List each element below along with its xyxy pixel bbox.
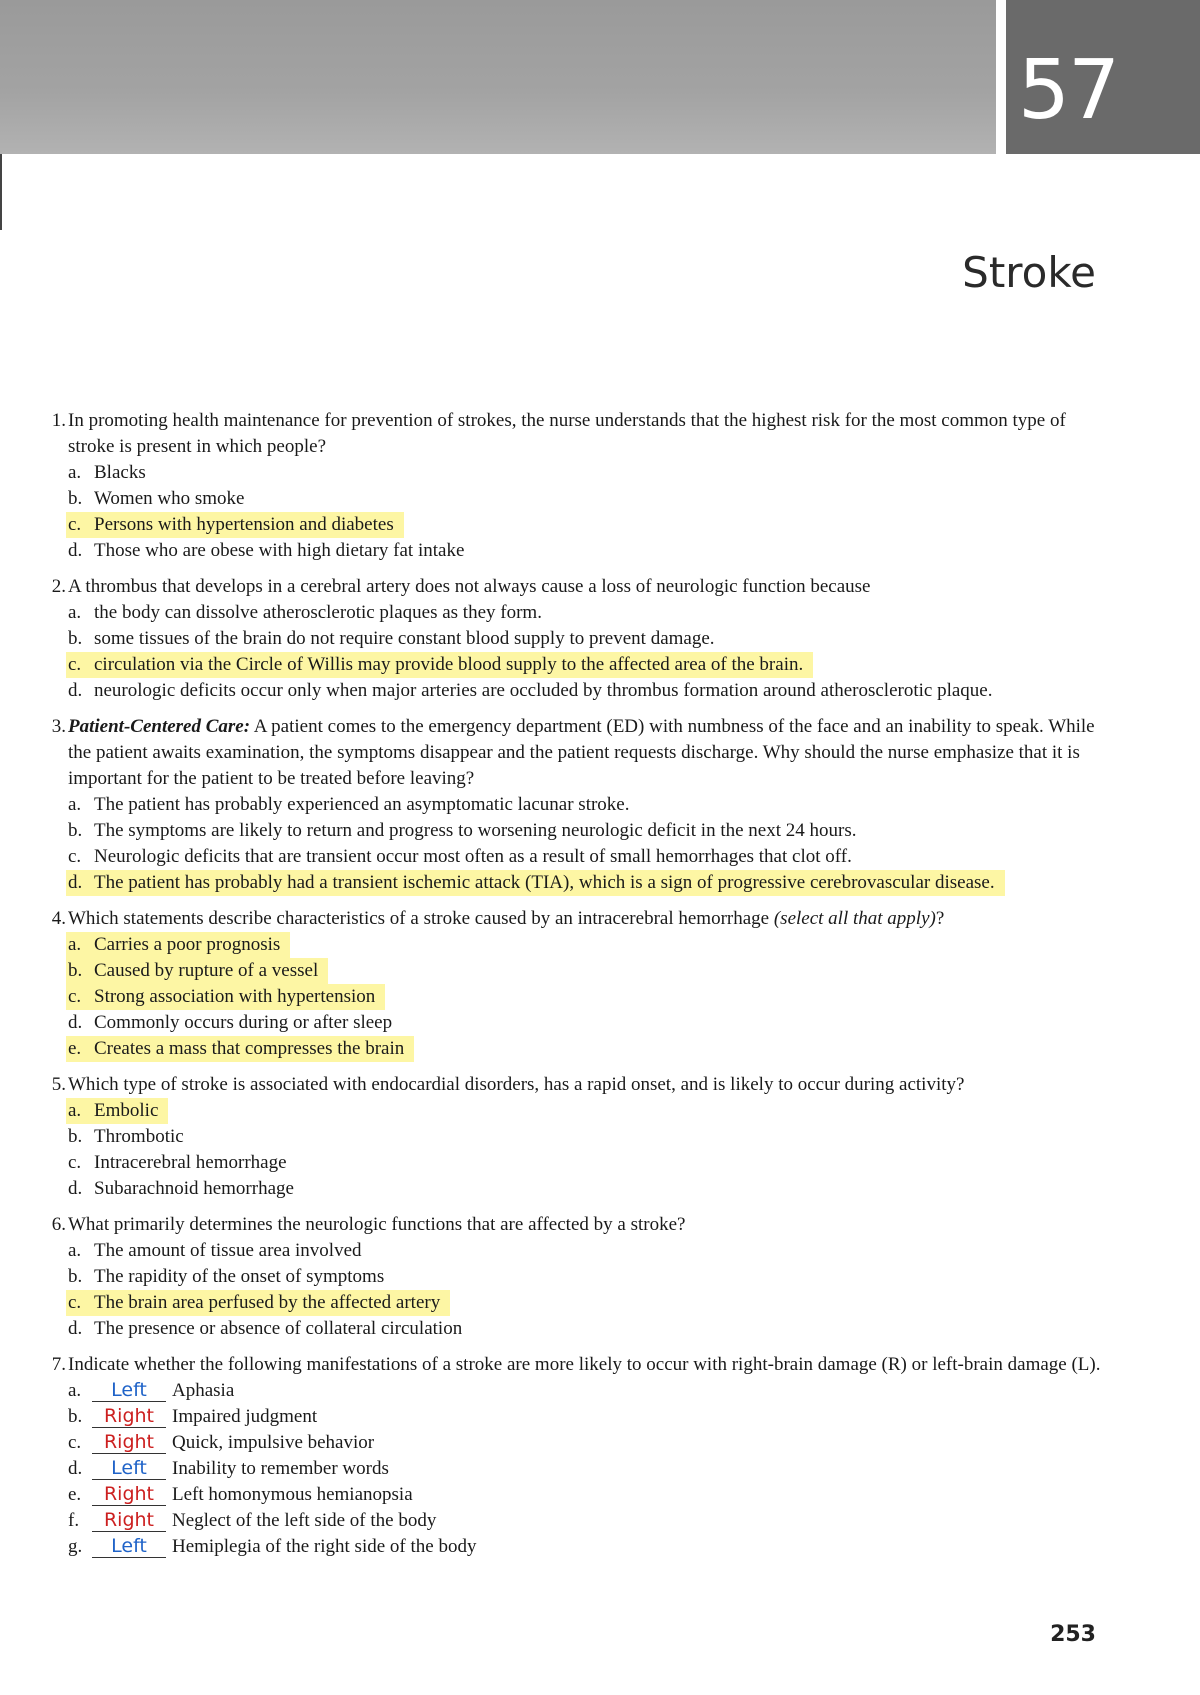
option	[66, 460, 156, 486]
option-letter: d.	[68, 540, 83, 561]
chapter-title: Stroke	[962, 248, 1096, 297]
question-stem	[68, 714, 1108, 792]
option-text: Persons with hypertension and diabetes	[94, 514, 394, 535]
option	[66, 1010, 402, 1036]
option-highlighted	[66, 1290, 450, 1316]
match-text: Hemiplegia of the right side of the body	[172, 1536, 477, 1557]
question-5	[38, 1072, 1108, 1202]
option-text: Embolic	[94, 1100, 159, 1121]
option	[66, 486, 254, 512]
question-2	[38, 574, 1108, 704]
option	[66, 818, 866, 844]
question-stem	[68, 906, 1108, 932]
option-letter: d.	[68, 872, 83, 893]
option-text: Thrombotic	[94, 1126, 184, 1147]
option-text: The brain area perfused by the affected artery	[94, 1292, 441, 1313]
match-text: Inability to remember words	[172, 1458, 389, 1479]
option-letter: a.	[68, 1100, 82, 1121]
answer-blank[interactable]: Left	[92, 1379, 166, 1402]
option-text: Creates a mass that compresses the brain	[94, 1038, 405, 1059]
option-letter: c.	[68, 986, 82, 1007]
option-letter: d.	[68, 1178, 83, 1199]
match-text: Quick, impulsive behavior	[172, 1432, 375, 1453]
option-letter: b.	[68, 1126, 83, 1147]
answer-blank[interactable]: Right	[92, 1405, 166, 1428]
option-letter: a.	[68, 1380, 82, 1401]
option-text: Subarachnoid hemorrhage	[94, 1178, 294, 1199]
option	[66, 792, 640, 818]
option-letter: a.	[68, 794, 82, 815]
option-highlighted	[66, 1036, 414, 1062]
question-stem-note: (select all that apply)	[773, 908, 936, 929]
option-text: The symptoms are likely to return and progress to worsening neurologic deficit in the next 24 hours.	[94, 820, 857, 841]
option-letter: f.	[68, 1510, 80, 1531]
option-letter: a.	[68, 934, 82, 955]
match-item	[68, 1482, 1108, 1508]
option-letter: c.	[68, 846, 82, 867]
option-text: Strong association with hypertension	[94, 986, 376, 1007]
option	[66, 538, 474, 564]
option-text: Neurologic deficits that are transient occur most often as a result of small hemorrhages that clot off.	[94, 846, 852, 867]
option-letter: a.	[68, 602, 82, 623]
option-text: The patient has probably had a transient ischemic attack (TIA), which is a sign of progressive cerebrovascular disease.	[94, 872, 995, 893]
question-1	[38, 408, 1108, 564]
match-text: Left homonymous hemianopsia	[172, 1484, 413, 1505]
option-highlighted	[66, 932, 290, 958]
option-text: some tissues of the brain do not require constant blood supply to prevent damage.	[94, 628, 715, 649]
question-stem: In promoting health maintenance for prevention of strokes, the nurse understands that the highest risk for the most common type of stroke is present in which people?	[68, 410, 1066, 457]
question-stem-text: A patient comes to the emergency department (ED) with numbness of the face and an inability to speak. While the patient awaits examination, the symptoms disappear and the patient requests discharge. Why should the nurse emphasize that it is important for the patient to be treated before leaving?	[68, 716, 1095, 789]
option-letter: b.	[68, 1406, 83, 1427]
option-text: the body can dissolve atherosclerotic plaques as they form.	[94, 602, 542, 623]
option-letter: e.	[68, 1038, 82, 1059]
option-letter: e.	[68, 1484, 82, 1505]
option-text: Commonly occurs during or after sleep	[94, 1012, 393, 1033]
option-text: circulation via the Circle of Willis may provide blood supply to the affected area of the brain.	[94, 654, 804, 675]
option	[66, 1124, 194, 1150]
option-letter: c.	[68, 514, 82, 535]
option-letter: c.	[68, 1152, 82, 1173]
option-letter: c.	[68, 1432, 82, 1453]
answer-blank[interactable]: Right	[92, 1509, 166, 1532]
answer-blank[interactable]: Left	[92, 1457, 166, 1480]
option	[66, 1316, 472, 1342]
question-number: 2.	[51, 576, 66, 597]
option	[66, 1176, 304, 1202]
option-highlighted	[66, 512, 404, 538]
option	[66, 844, 862, 870]
question-4	[38, 906, 1108, 1062]
option	[66, 600, 552, 626]
question-stem-prefix: Patient-Centered Care:	[68, 716, 251, 737]
match-text: Impaired judgment	[172, 1406, 318, 1427]
question-6	[38, 1212, 1108, 1342]
option-text: The rapidity of the onset of symptoms	[94, 1266, 385, 1287]
question-number: 5.	[51, 1074, 66, 1095]
option	[66, 1150, 297, 1176]
option-highlighted	[66, 958, 328, 984]
match-item	[68, 1404, 1108, 1430]
option-letter: c.	[68, 1292, 82, 1313]
option-letter: a.	[68, 1240, 82, 1261]
question-list	[38, 408, 1108, 1570]
option-letter: b.	[68, 960, 83, 981]
option-letter: d.	[68, 1012, 83, 1033]
option-text: The patient has probably experienced an asymptomatic lacunar stroke.	[94, 794, 630, 815]
question-stem: Which type of stroke is associated with endocardial disorders, has a rapid onset, and is likely to occur during activity?	[68, 1074, 965, 1095]
option	[66, 626, 725, 652]
option-letter: a.	[68, 462, 82, 483]
question-stem: What primarily determines the neurologic functions that are affected by a stroke?	[68, 1214, 686, 1235]
option	[66, 678, 1002, 704]
question-number: 6.	[51, 1214, 66, 1235]
question-stem-text: Which statements describe characteristics of a stroke caused by an intracerebral hemorrhage	[68, 908, 774, 929]
option-letter: b.	[68, 628, 83, 649]
option-text: Caused by rupture of a vessel	[94, 960, 319, 981]
option-letter: c.	[68, 654, 82, 675]
option	[66, 1238, 372, 1264]
option-letter: b.	[68, 488, 83, 509]
option-text: neurologic deficits occur only when major arteries are occluded by thrombus formation around atherosclerotic plaque.	[94, 680, 993, 701]
question-number: 4.	[51, 908, 66, 929]
option-highlighted	[66, 652, 813, 678]
question-number: 3.	[51, 716, 66, 737]
page-number: 253	[1050, 1622, 1096, 1647]
option-text: Women who smoke	[94, 488, 245, 509]
answer-blank[interactable]: Right	[92, 1431, 166, 1454]
option-text: Blacks	[94, 462, 146, 483]
answer-blank[interactable]: Left	[92, 1535, 166, 1558]
option-highlighted	[66, 1098, 168, 1124]
option-highlighted	[66, 870, 1005, 896]
question-stem-end: ?	[935, 908, 945, 929]
option-letter: b.	[68, 1266, 83, 1287]
match-text: Neglect of the left side of the body	[172, 1510, 437, 1531]
match-item	[68, 1430, 1108, 1456]
match-item	[68, 1456, 1108, 1482]
option	[66, 1264, 394, 1290]
match-text: Aphasia	[172, 1380, 235, 1401]
option-highlighted	[66, 984, 385, 1010]
question-7	[38, 1352, 1108, 1560]
match-item	[68, 1508, 1108, 1534]
option-text: The presence or absence of collateral circulation	[94, 1318, 463, 1339]
question-number: 7.	[51, 1354, 66, 1375]
option-text: Intracerebral hemorrhage	[94, 1152, 287, 1173]
question-stem: A thrombus that develops in a cerebral artery does not always cause a loss of neurologic function because	[68, 576, 871, 597]
option-letter: d.	[68, 1458, 83, 1479]
option-letter: d.	[68, 680, 83, 701]
option-letter: b.	[68, 820, 83, 841]
option-text: Carries a poor prognosis	[94, 934, 281, 955]
match-item	[68, 1534, 1108, 1560]
question-stem: Indicate whether the following manifestations of a stroke are more likely to occur with right-brain damage (R) or left-brain damage (L).	[68, 1354, 1101, 1375]
question-number: 1.	[51, 410, 66, 431]
question-3	[38, 714, 1108, 896]
header-band	[0, 0, 996, 154]
answer-blank[interactable]: Right	[92, 1483, 166, 1506]
option-letter: d.	[68, 1318, 83, 1339]
option-text: Those who are obese with high dietary fat intake	[94, 540, 465, 561]
option-text: The amount of tissue area involved	[94, 1240, 362, 1261]
match-item	[68, 1378, 1108, 1404]
option-letter: g.	[68, 1536, 83, 1557]
chapter-number: 57	[1017, 43, 1119, 138]
